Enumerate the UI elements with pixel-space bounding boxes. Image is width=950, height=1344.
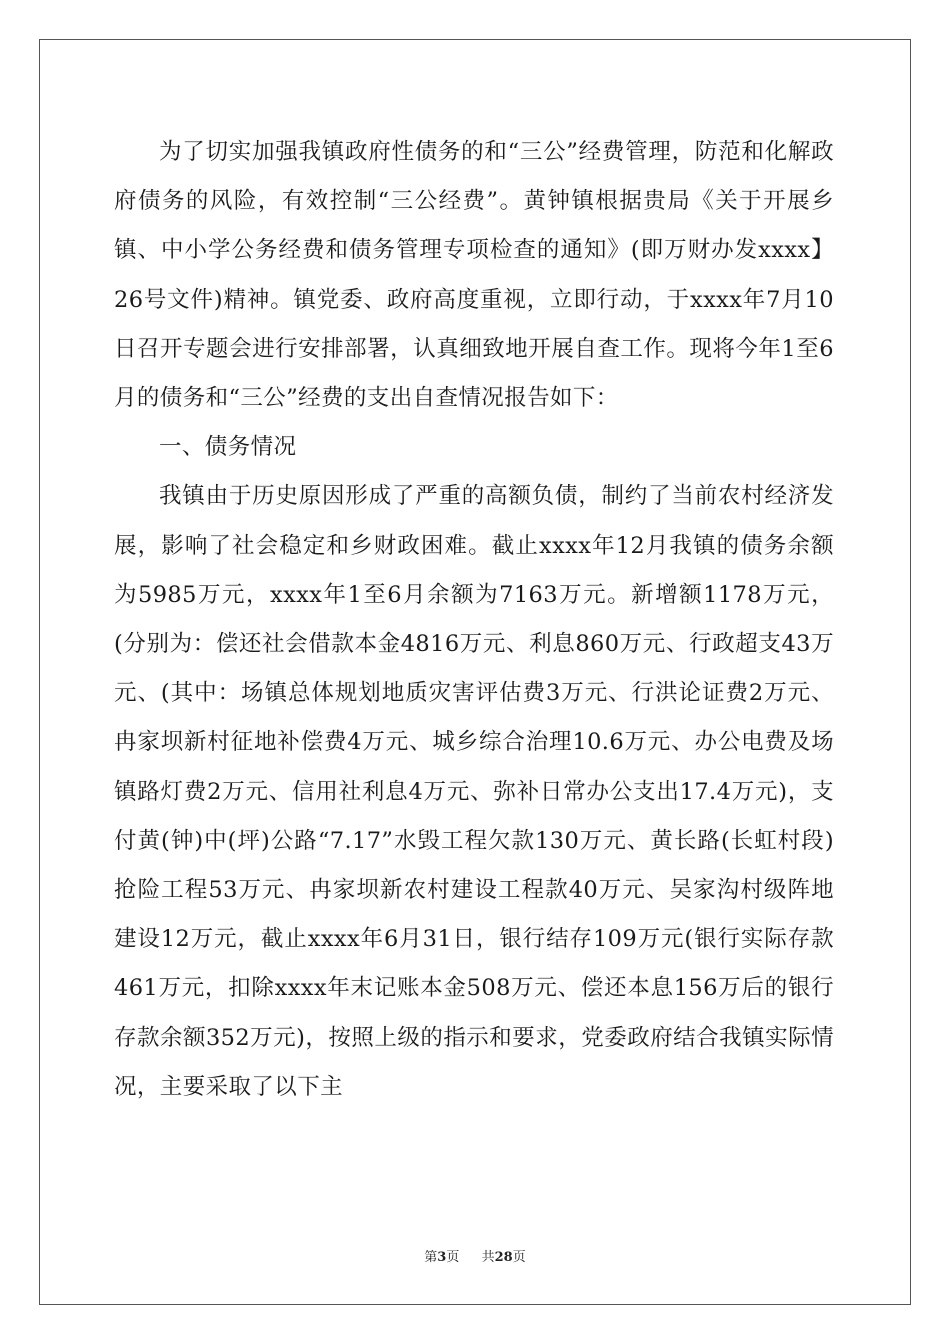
page-prefix: 第 [424, 1250, 438, 1265]
paragraph-intro: 为了切实加强我镇政府性债务的和“三公”经费管理，防范和化解政府债务的风险，有效控制“三公经费”。黄钟镇根据贵局《关于开展乡镇、中小学公务经费和债务管理专项检查的通知》(即万财办发xxxx】26号文件)精神。镇党委、政府高度重视，立即行动，于xxxx年7月10日召开专题会进行安排部署，认真细致地开展自查工作。现将今年1至6月的债务和“三公”经费的支出自查情况报告如下： [114, 139, 834, 412]
page-footer [0, 1246, 950, 1265]
document-body [114, 128, 834, 1112]
total-pages: 28 [494, 1250, 513, 1265]
paragraph-debt-details: 我镇由于历史原因形成了严重的高额负债，制约了当前农村经济发展，影响了社会稳定和乡财政困难。截止xxxx年12月我镇的债务余额为5985万元，xxxx年1至6月余额为7163万元。新增额1178万元，(分别为：偿还社会借款本金4816万元、利息860万元、行政超支43万元、(其中：场镇总体规划地质灾害评估费3万元、行洪论证费2万元、冉家坝新村征地补偿费4万元、城乡综合治理10.6万元、办公电费及场镇路灯费2万元、信用社利息4万元、弥补日常办公支出17.4万元)，支付黄(钟)中(坪)公路“7.17”水毁工程欠款130万元、黄长路(长虹村段)抢险工程53万元、冉家坝新农村建设工程款40万元、吴家沟村级阵地建设12万元，截止xxxx年6月31日，银行结存109万元(银行实际存款461万元，扣除xxxx年末记账本金508万元、偿还本息156万后的银行存款余额352万元)，按照上级的指示和要求，党委政府结合我镇实际情况，主要采取了以下主 [114, 483, 834, 1100]
page-suffix: 页 [446, 1250, 460, 1265]
total-prefix: 共 [481, 1250, 495, 1265]
page-number: 3 [437, 1250, 447, 1265]
total-suffix: 页 [512, 1250, 526, 1265]
section-heading-debt: 一、债务情况 [159, 434, 297, 461]
